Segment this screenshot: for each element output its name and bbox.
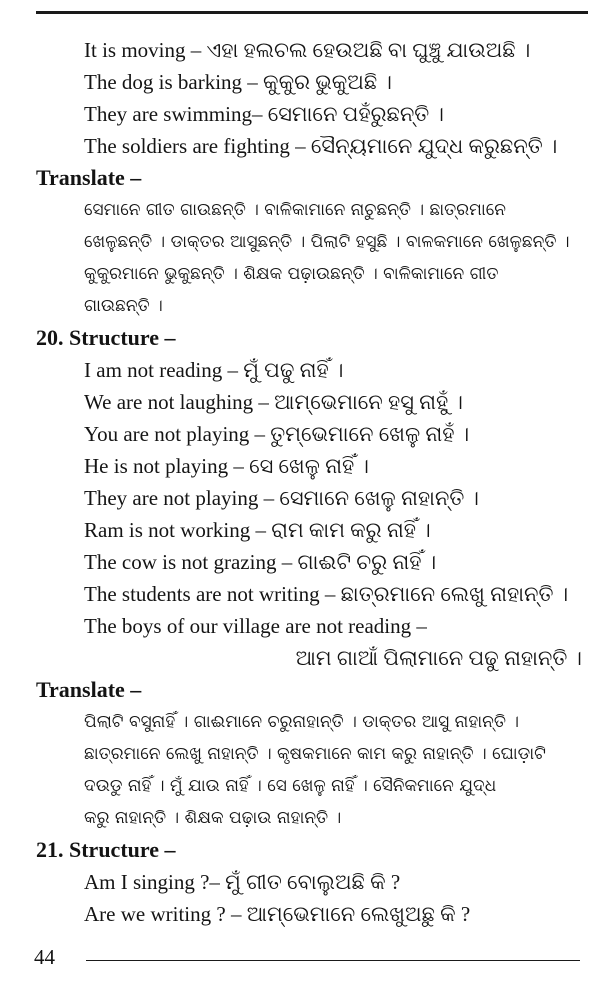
structure-example-line: They are not playing – ସେମାନେ ଖେଳୁ ନାହାନ୍ତି । (84, 486, 480, 510)
top-rule (36, 11, 588, 14)
section-heading-translate: Translate – (36, 677, 142, 702)
section-heading-translate: Translate – (36, 165, 142, 190)
translate-exercise-line: ପିଲାଟି ବସୁନାହିଁ । ଗାଈମାନେ ଚରୁନାହାନ୍ତି । ଡାକ୍ତର ଆସୁ ନାହାନ୍ତି । (84, 712, 519, 732)
example-line: The dog is barking – କୁକୁର ଭୁକୁଅଛି । (84, 70, 392, 94)
page-content (0, 34, 600, 930)
structure-example-continuation: ଆମ ଗାଆଁ ପିଲାମାନେ ପଢୁ ନାହାନ୍ତି । (295, 646, 582, 670)
translate-exercise-line: ଗାଉଛନ୍ତି । (84, 296, 163, 316)
translate-exercise-line: ଦଉଡୁ ନାହିଁ । ମୁଁ ଯାଉ ନାହିଁ । ସେ ଖେଳୁ ନାହିଁ । ସୈନିକମାନେ ଯୁଦ୍ଧ (84, 776, 497, 796)
translate-exercise-line: ଖେଳୁଛନ୍ତି । ଡାକ୍ତର ଆସୁଛନ୍ତି । ପିଲାଟି ହସୁଛି । ବାଳକମାନେ ଖେଳୁଛନ୍ତି । (84, 232, 570, 252)
structure-example-line: Ram is not working – ରାମ କାମ କରୁ ନାହିଁ । (84, 518, 431, 542)
translate-exercise-line: କୁକୁରମାନେ ଭୁକୁଛନ୍ତି । ଶିକ୍ଷକ ପଢ଼ାଉଛନ୍ତି । ବାଳିକାମାନେ ଗୀତ (84, 264, 499, 284)
translate-exercise-line: କରୁ ନାହାନ୍ତି । ଶିକ୍ଷକ ପଢ଼ାଉ ନାହାନ୍ତି । (84, 808, 342, 828)
structure-example-line: The boys of our village are not reading – (84, 614, 427, 638)
structure-example-line: I am not reading – ମୁଁ ପଢୁ ନାହିଁ । (84, 358, 344, 382)
structure-example-line: He is not playing – ସେ ଖେଳୁ ନାହିଁ । (84, 454, 369, 478)
section-heading-structure-20: 20. Structure – (36, 325, 176, 350)
bottom-rule (86, 960, 580, 961)
example-line: They are swimming– ସେମାନେ ପହଁରୁଛନ୍ତି । (84, 102, 444, 126)
page-footer (0, 943, 600, 973)
translate-exercise-line: ସେମାନେ ଗୀତ ଗାଉଛନ୍ତି । ବାଳିକାମାନେ ନାଚୁଛନ୍ତି । ଛାତ୍ରମାନେ (84, 200, 506, 220)
example-line: The soldiers are fighting – ସୈନ୍ୟମାନେ ଯୁଦ୍ଧ କରୁଛନ୍ତି । (84, 134, 558, 158)
section-heading-structure-21: 21. Structure – (36, 837, 176, 862)
example-line: It is moving – ଏହା ହଲଚଲ ହେଉଅଛି ବା ଘୁଞ୍ଚୁ ଯାଉଅଛି । (84, 38, 531, 62)
structure-example-line: The cow is not grazing – ଗାଈଟି ଚରୁ ନାହିଁ । (84, 550, 437, 574)
structure-example-line: The students are not writing – ଛାତ୍ରମାନେ ଲେଖୁ ନାହାନ୍ତି । (84, 582, 569, 606)
structure-example-line: You are not playing – ତୁମ୍ଭେମାନେ ଖେଳୁ ନାହଁ । (84, 422, 470, 446)
page-number: 44 (34, 945, 55, 969)
structure-example-line: Am I singing ?– ମୁଁ ଗୀତ ବୋଲୁଅଛି କି ? (84, 870, 401, 894)
structure-example-line: We are not laughing – ଆମ୍ଭେମାନେ ହସୁ ନାହୁଁ । (84, 390, 464, 414)
structure-example-line: Are we writing ? – ଆମ୍ଭେମାନେ ଲେଖୁଅଛୁ କି ? (84, 902, 471, 926)
translate-exercise-line: ଛାତ୍ରମାନେ ଲେଖୁ ନାହାନ୍ତି । କୃଷକମାନେ କାମ କରୁ ନାହାନ୍ତି । ଘୋଡ଼ାଟି (84, 744, 546, 764)
